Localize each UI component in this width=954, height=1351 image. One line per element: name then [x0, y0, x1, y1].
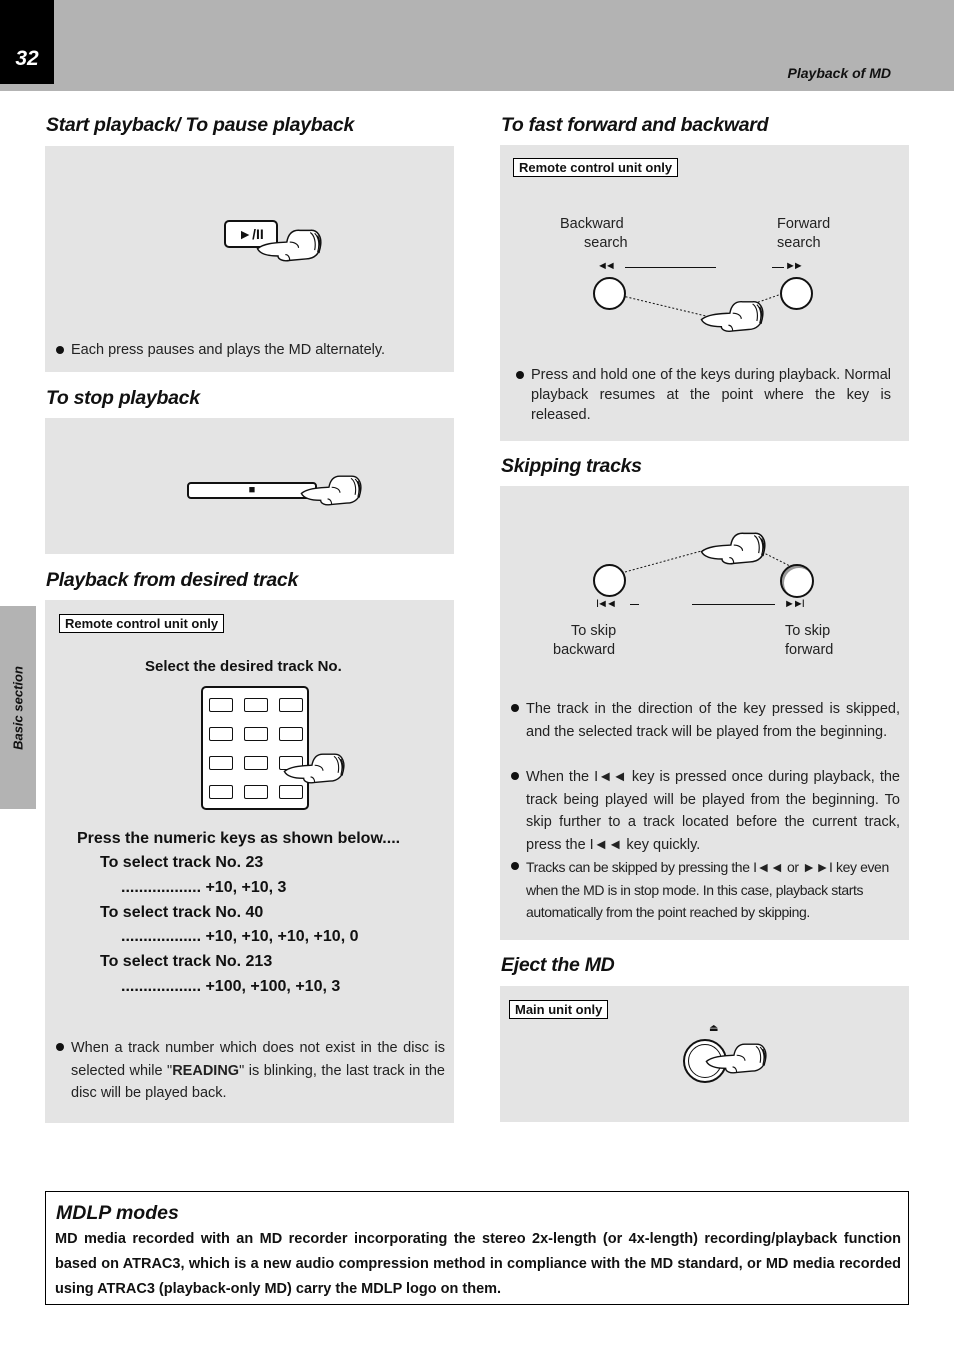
example-label: To select track No. 23: [100, 854, 264, 871]
numeric-key[interactable]: [209, 756, 233, 770]
stop-button[interactable]: ■: [187, 482, 317, 499]
example-keys: .................. +100, +100, +10, 3: [121, 978, 341, 995]
stop-playback-title: To stop playback: [46, 387, 200, 409]
skip-back-icon: I◄◄: [596, 598, 615, 610]
desired-track-title: Playback from desired track: [46, 569, 299, 591]
instructions-head: Press the numeric keys as shown below....: [77, 830, 401, 847]
pressing-hand-icon: [256, 222, 322, 268]
eject-title: Eject the MD: [501, 954, 615, 976]
example-label: To select track No. 213: [100, 953, 273, 970]
skip-forward-button[interactable]: [780, 564, 814, 598]
mdlp-title: MDLP modes: [56, 1202, 179, 1224]
skip-backward-label: To skip: [571, 623, 617, 639]
dotted-pointer: [625, 550, 705, 572]
mdlp-box: [45, 1191, 909, 1305]
leader-line: [630, 604, 639, 605]
backward-search-label: Backward: [560, 216, 624, 232]
pressing-hand-icon: [705, 1036, 767, 1080]
skipping-panel: [500, 486, 909, 940]
remote-only-tag: Remote control unit only: [513, 158, 678, 177]
fast-forward-panel: [500, 145, 909, 441]
backward-search-button[interactable]: [593, 277, 626, 310]
mdlp-body: MD media recorded with an MD recorder incorporating the stereo 2x-length (or 4x-length) recording/playback function based on ATRAC3, which is a new audio compression method in compliance with the MD standard, or MD media recorded using ATRAC3 (playback-only MD) carry the MDLP logo on them.: [55, 1231, 901, 1297]
forward-search-button[interactable]: [780, 277, 813, 310]
numeric-key[interactable]: [209, 785, 233, 799]
fast-forward-note: Press and hold one of the keys during playback. Normal playback resumes at the point where the key is released.: [514, 365, 891, 425]
numeric-key[interactable]: [244, 727, 268, 741]
desired-track-note: When a track number which does not exist in the disc is selected while "READING" is blinking, the last track in the disc will be played back.: [54, 1037, 445, 1105]
skip-forward-label: To skip: [785, 623, 831, 639]
leader-line: [692, 604, 775, 605]
forward-search-label: search: [777, 235, 821, 251]
backward-search-label: search: [584, 235, 628, 251]
pressing-hand-icon: [300, 468, 362, 512]
example-keys: .................. +10, +10, 3: [121, 879, 287, 896]
main-unit-only-tag: Main unit only: [509, 1000, 608, 1019]
page-number: 32: [0, 0, 54, 84]
running-head: Playback of MD: [787, 65, 891, 81]
numeric-key[interactable]: [244, 756, 268, 770]
skip-backward-label: backward: [553, 642, 616, 658]
skipping-title: Skipping tracks: [501, 455, 642, 477]
remote-only-tag: Remote control unit only: [59, 614, 224, 633]
numeric-key[interactable]: [209, 727, 233, 741]
skip-forward-icon: ►►I: [784, 598, 803, 610]
side-tab-label: Basic section: [10, 665, 26, 750]
skip-backward-button[interactable]: [593, 564, 626, 597]
fast-forward-title: To fast forward and backward: [501, 114, 769, 136]
stop-playback-panel: [45, 418, 454, 554]
numeric-key[interactable]: [209, 698, 233, 712]
select-track-label: Select the desired track No.: [145, 658, 342, 675]
fast-forward-icon: ►►: [785, 260, 801, 272]
start-playback-panel: [45, 146, 454, 372]
example-label: To select track No. 40: [100, 904, 264, 921]
example-keys: .................. +10, +10, +10, +10, 0: [121, 928, 359, 945]
pressing-hand-icon: [700, 295, 764, 337]
eject-icon: ⏏: [709, 1023, 719, 1034]
rewind-icon: ◄◄: [597, 260, 613, 272]
pressing-hand-icon: [283, 746, 345, 790]
numeric-key[interactable]: [244, 698, 268, 712]
skipping-note: Tracks can be skipped by pressing the I◄◄ or ►►I key even when the MD is in stop mode. In this case, playback starts automatically from the point reached by skipping.: [509, 856, 900, 924]
skipping-note: The track in the direction of the key pressed is skipped, and the selected track will be played from the beginning.: [509, 698, 900, 743]
start-playback-title: Start playback/ To pause playback: [46, 114, 355, 136]
side-tab: [0, 606, 36, 809]
numeric-key[interactable]: [279, 727, 303, 741]
desired-track-panel: [45, 600, 454, 1123]
pressing-hand-icon: [700, 526, 766, 570]
forward-search-label: Forward: [777, 216, 831, 232]
play-pause-button[interactable]: ►/II: [224, 220, 278, 248]
skipping-note: When the I◄◄ key is pressed once during playback, the track being played will be played from the beginning. To skip further to a track located before the current track, press the I◄◄ key quickly.: [509, 766, 900, 856]
eject-panel: [500, 986, 909, 1122]
numeric-key[interactable]: [279, 698, 303, 712]
skip-forward-label: forward: [785, 642, 834, 658]
dotted-pointer: [762, 552, 790, 566]
start-playback-note: Each press pauses and plays the MD alternately.: [54, 340, 449, 360]
numeric-key[interactable]: [244, 785, 268, 799]
